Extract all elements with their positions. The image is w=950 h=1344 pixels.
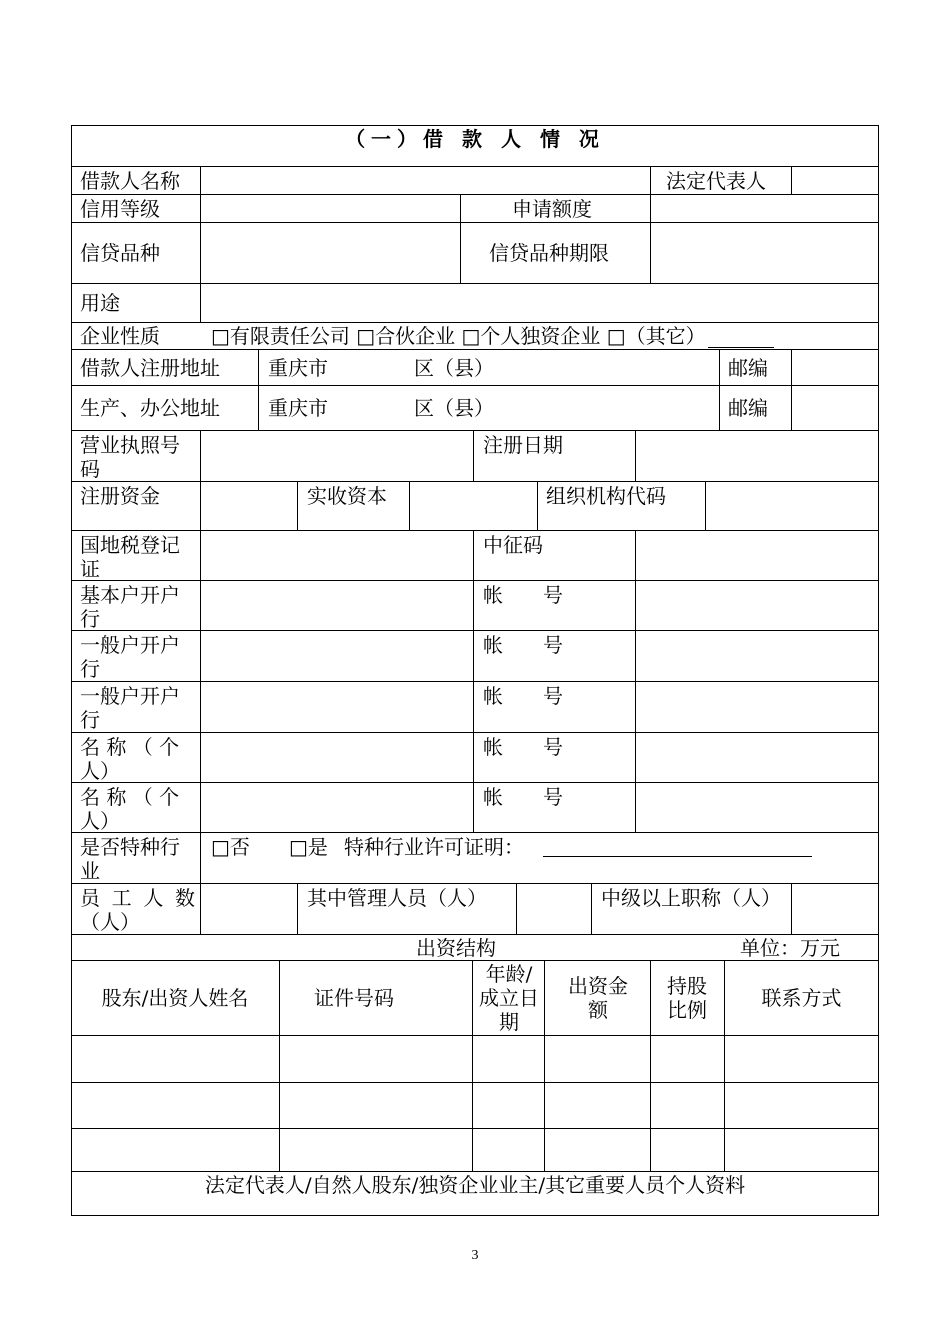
col-divider — [650, 960, 651, 1171]
col-divider — [473, 430, 474, 481]
row-divider — [71, 481, 879, 482]
account-label: 帐 号 — [483, 633, 563, 657]
org-code-label: 组织机构代码 — [546, 484, 666, 508]
credit-code-label: 中征码 — [483, 533, 543, 557]
other-nature-field[interactable] — [708, 325, 774, 348]
row-divider — [71, 530, 879, 531]
col-divider — [409, 481, 410, 530]
reg-city: 重庆市 — [268, 356, 328, 380]
personal-info-section-title: 法定代表人/自然人股东/独资企业业主/其它重要人员个人资料 — [204, 1173, 746, 1197]
account-label: 帐 号 — [483, 735, 563, 759]
row-divider — [71, 1128, 879, 1129]
office-city: 重庆市 — [268, 396, 328, 420]
reg-date-label: 注册日期 — [483, 433, 563, 457]
tax-reg-label: 国地税登记证 — [80, 533, 180, 581]
col-divider — [591, 883, 592, 934]
row-divider — [71, 222, 879, 223]
col-divider — [297, 481, 298, 530]
special-permit-field[interactable] — [543, 856, 812, 857]
row-divider — [71, 960, 879, 961]
col-divider — [200, 166, 201, 322]
basic-bank-label: 基本户开户行 — [80, 583, 180, 631]
col-divider — [460, 194, 461, 283]
personal-name-label: 名 称 （ 个人） — [80, 785, 180, 833]
col-divider — [472, 960, 473, 1171]
account-label: 帐 号 — [483, 785, 563, 809]
row-divider — [71, 883, 879, 884]
managers-label: 其中管理人员（人） — [307, 886, 487, 910]
col-age: 年龄/成立日期 — [479, 962, 539, 1034]
col-divider — [544, 960, 545, 1171]
row-divider — [71, 1035, 879, 1036]
apply-amount-label: 申请额度 — [512, 197, 592, 221]
special-yes-checkbox[interactable]: □是 — [289, 835, 328, 859]
row-divider — [71, 1082, 879, 1083]
capital-structure-label: 出资结构 — [416, 936, 496, 960]
license-no-label: 营业执照号码 — [80, 433, 180, 481]
legal-rep-label: 法定代表人 — [666, 169, 766, 193]
credit-term-label: 信贷品种期限 — [489, 241, 609, 265]
row-divider — [71, 349, 879, 350]
col-shareholder: 股东/出资人姓名 — [101, 986, 249, 1010]
row-divider — [71, 385, 879, 386]
row-divider — [71, 732, 879, 733]
postcode-label: 邮编 — [728, 356, 768, 380]
office-address-label: 生产、办公地址 — [80, 396, 220, 420]
reg-address-label: 借款人注册地址 — [80, 356, 220, 380]
col-amount: 出资金额 — [568, 974, 628, 1022]
general-bank-label: 一般户开户行 — [80, 633, 180, 681]
special-permit-label: 特种行业许可证明： — [344, 835, 524, 859]
col-divider — [791, 349, 792, 430]
reg-capital-label: 注册资金 — [80, 484, 160, 508]
col-divider — [791, 883, 792, 934]
paid-capital-label: 实收资本 — [307, 484, 387, 508]
credit-rating-label: 信用等级 — [80, 197, 160, 221]
col-divider — [791, 166, 792, 194]
col-divider — [635, 430, 636, 481]
borrower-name-label: 借款人名称 — [80, 169, 180, 193]
reg-district: 区（县） — [414, 356, 494, 380]
row-divider — [71, 1171, 879, 1172]
office-district: 区（县） — [414, 396, 494, 420]
senior-title-label: 中级以上职称（人） — [601, 886, 781, 910]
col-divider — [635, 530, 636, 832]
col-divider — [719, 349, 720, 430]
personal-name-label: 名 称 （ 个人） — [80, 735, 180, 783]
postcode-label: 邮编 — [728, 396, 768, 420]
col-divider — [705, 481, 706, 530]
col-divider — [650, 166, 651, 194]
col-divider — [200, 430, 201, 934]
enterprise-nature-options[interactable] — [211, 324, 774, 348]
col-divider — [297, 883, 298, 934]
account-label: 帐 号 — [483, 684, 563, 708]
row-divider — [71, 430, 879, 431]
col-divider — [650, 194, 651, 283]
row-divider — [71, 322, 879, 323]
row-divider — [71, 166, 879, 167]
col-divider — [516, 883, 517, 934]
purpose-label: 用途 — [80, 291, 120, 315]
col-divider — [258, 349, 259, 430]
row-divider — [71, 283, 879, 284]
col-divider — [537, 481, 538, 530]
col-ratio: 持股比例 — [667, 974, 707, 1022]
row-divider — [71, 194, 879, 195]
row-divider — [71, 681, 879, 682]
credit-type-label: 信贷品种 — [80, 241, 160, 265]
general-bank-label: 一般户开户行 — [80, 684, 180, 732]
col-id-no: 证件号码 — [314, 986, 394, 1010]
page-number: 3 — [471, 1248, 479, 1263]
form-title: （一）借 款 人 情 况 — [345, 127, 605, 151]
col-contact: 联系方式 — [761, 986, 842, 1010]
enterprise-nature-label: 企业性质 — [80, 324, 160, 348]
nature-options-text: □有限责任公司 □合伙企业 □个人独资企业 □（其它） — [211, 324, 706, 348]
staff-count-label: 员 工 人 数（人） — [80, 886, 195, 934]
account-label: 帐 号 — [483, 583, 563, 607]
row-divider — [71, 934, 879, 935]
unit-label: 单位：万元 — [740, 936, 840, 960]
col-divider — [473, 530, 474, 832]
special-industry-label: 是否特种行业 — [80, 835, 180, 883]
special-no-checkbox[interactable]: □否 — [211, 835, 250, 859]
